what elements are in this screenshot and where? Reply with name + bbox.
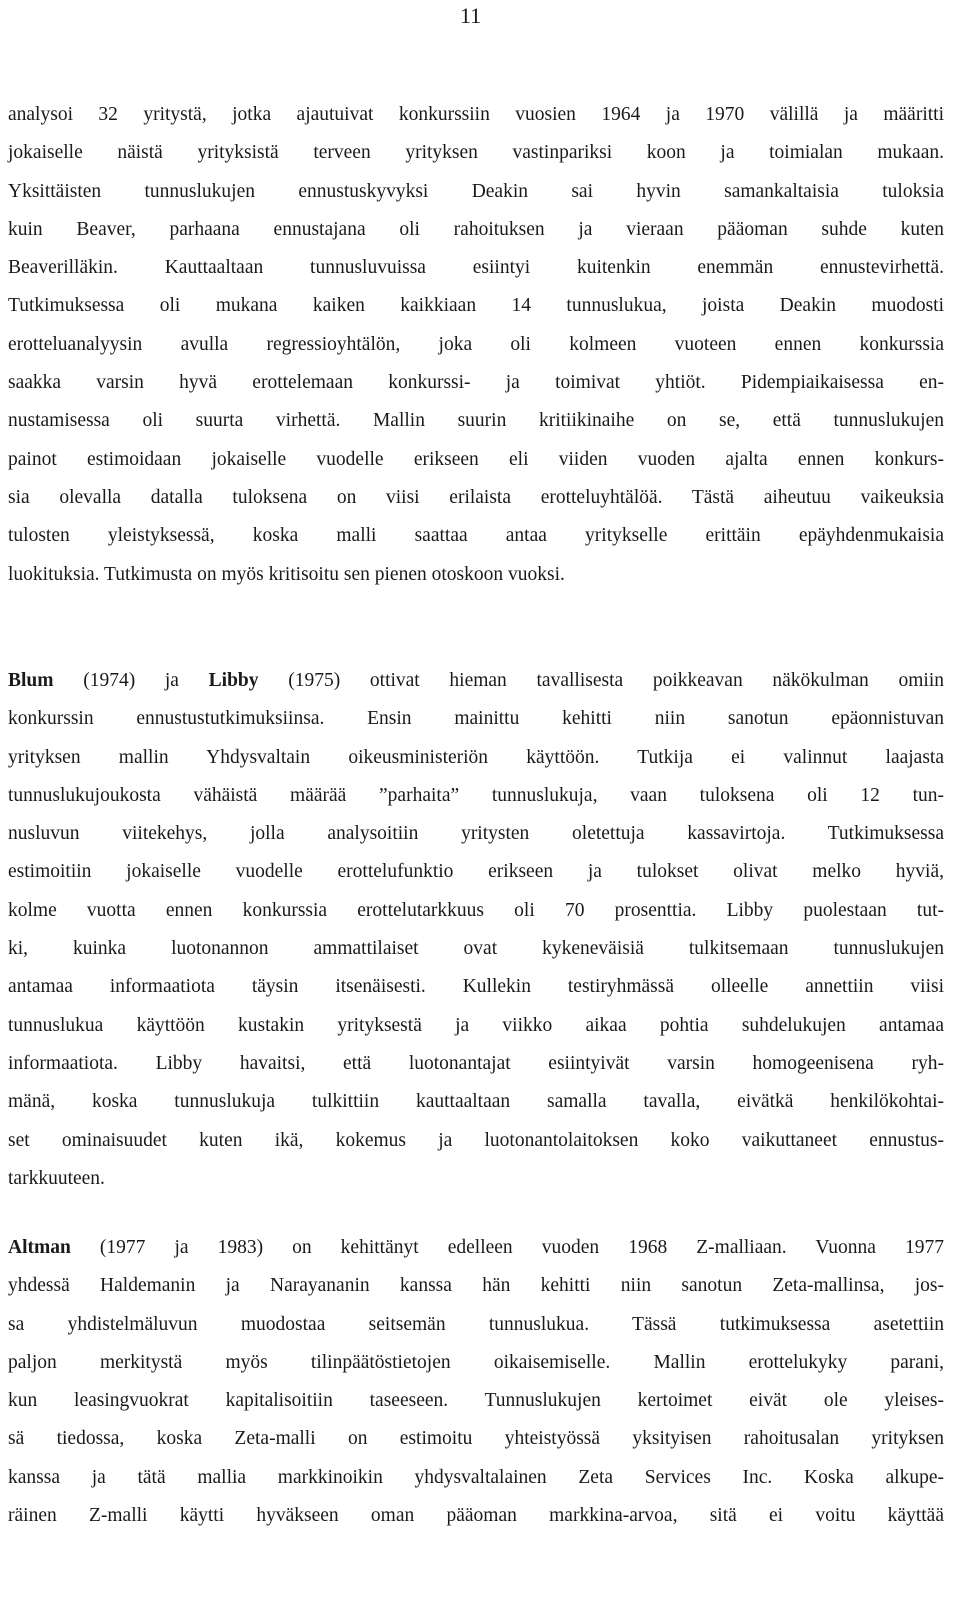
text-line	[8, 517, 944, 555]
text-line	[8, 173, 944, 211]
text-line	[8, 211, 944, 249]
author-name: Altman	[8, 1237, 71, 1258]
text-line	[8, 1045, 944, 1083]
text-run: nusluvun viitekehys, jolla analysoitiin yritysten oletettuja kassavirtoja. Tutkimuksessa	[8, 823, 944, 845]
text-line	[8, 1007, 944, 1045]
text-run: (1977 ja 1983) on kehittänyt edelleen vuoden 1968 Z-malliaan. Vuonna 1977	[70, 1237, 944, 1258]
text-run: antamaa informaatiota täysin itsenäisesti. Kullekin testiryhmässä olleelle annettiin viisi	[8, 976, 944, 998]
text-line	[8, 930, 944, 968]
text-line	[8, 1497, 944, 1535]
text-run: kun leasingvuokrat kapitalisoitiin taseeseen. Tunnuslukujen kertoimet eivät ole yleises-	[8, 1390, 944, 1412]
text-run: set ominaisuudet kuten ikä, kokemus ja luotonantolaitoksen koko vaikuttaneet ennustus-	[8, 1129, 944, 1151]
text-line	[8, 815, 944, 853]
text-line	[8, 968, 944, 1006]
text-run: sia olevalla datalla tuloksena on viisi erilaista erotteluyhtälöä. Tästä aiheutuu vaikeuksia	[8, 486, 944, 508]
text-run: sä tiedossa, koska Zeta-malli on estimoitu yhteistyössä yksityisen rahoitusalan yrityksen	[8, 1428, 944, 1450]
text-run: sa yhdistelmäluvun muodostaa seitsemän tunnuslukua. Tässä tutkimuksessa asetettiin	[8, 1313, 944, 1335]
text-run: kolme vuotta ennen konkurssia erottelutarkkuus oli 70 prosenttia. Libby puolestaan tut-	[8, 899, 944, 921]
text-line	[8, 364, 944, 402]
text-run: räinen Z-malli käytti hyväkseen oman pääoman markkina-arvoa, sitä ei voitu käyttää	[8, 1505, 944, 1527]
text-run: nustamisessa oli suurta virhettä. Mallin suurin kritiikinaihe on se, että tunnuslukujen	[8, 410, 944, 432]
text-line	[8, 287, 944, 325]
text-run: yrityksen mallin Yhdysvaltain oikeusministeriön käyttöön. Tutkija ei valinnut laajasta	[8, 746, 944, 768]
text-run: Tutkimuksessa oli mukana kaiken kaikkiaan 14 tunnuslukua, joista Deakin muodosti	[8, 295, 944, 317]
paragraph-blum-libby	[8, 662, 944, 1198]
text-run: (1975) ottivat hieman tavallisesta poikkeavan näkökulman omiin	[258, 670, 944, 691]
text-line	[8, 1267, 944, 1305]
text-run: analysoi 32 yritystä, jotka ajautuivat konkurssiin vuosien 1964 ja 1970 välillä ja määritti	[8, 104, 944, 125]
text-line	[8, 1229, 944, 1267]
text-line	[8, 556, 944, 594]
text-line	[8, 1382, 944, 1420]
text-run: erotteluanalyysin avulla regressioyhtälön, joka oli kolmeen vuoteen ennen konkurssia	[8, 333, 944, 355]
text-run: kuin Beaver, parhaana ennustajana oli rahoituksen ja vieraan pääoman suhde kuten	[8, 218, 944, 240]
text-run: paljon merkitystä myös tilinpäätöstietojen oikaisemiselle. Mallin erottelukyky parani,	[8, 1351, 944, 1373]
text-line	[8, 1122, 944, 1160]
text-run: (1974) ja	[53, 670, 209, 691]
text-line	[8, 402, 944, 440]
author-name: Blum	[8, 670, 54, 691]
text-run: jokaiselle näistä yrityksistä terveen yrityksen vastinpariksi koon ja toimialan mukaan.	[8, 142, 944, 164]
text-line	[8, 479, 944, 517]
text-line	[8, 441, 944, 479]
text-run: Yksittäisten tunnuslukujen ennustuskyvyksi Deakin sai hyvin samankaltaisia tuloksia	[8, 180, 944, 202]
text-line	[8, 700, 944, 738]
text-run: yhdessä Haldemanin ja Narayananin kanssa hän kehitti niin sanotun Zeta-mallinsa, jos-	[8, 1275, 944, 1297]
text-line	[8, 1160, 944, 1198]
text-line	[8, 326, 944, 364]
text-line	[8, 1306, 944, 1344]
text-run: informaatiota. Libby havaitsi, että luotonantajat esiintyivät varsin homogeenisena ryh-	[8, 1052, 944, 1074]
text-line	[8, 249, 944, 287]
author-name: Libby	[208, 670, 259, 691]
text-run: luokituksia. Tutkimusta on myös kritisoitu sen pienen otoskoon vuoksi.	[8, 563, 565, 585]
paragraph-deakin	[8, 96, 944, 594]
page-number: 11	[460, 3, 482, 28]
text-run: mänä, koska tunnuslukuja tulkittiin kauttaaltaan samalla tavalla, eivätkä henkilökohtai-	[8, 1091, 944, 1113]
paragraph-altman	[8, 1229, 944, 1535]
text-run: estimoitiin jokaiselle vuodelle erottelufunktio erikseen ja tulokset olivat melko hyviä,	[8, 861, 944, 883]
text-line	[8, 1459, 944, 1497]
text-run: tunnuslukujoukosta vähäistä määrää ”parhaita” tunnuslukuja, vaan tuloksena oli 12 tun-	[8, 784, 944, 806]
text-run: tunnuslukua käyttöön kustakin yrityksestä ja viikko aikaa pohtia suhdelukujen antamaa	[8, 1014, 944, 1036]
text-line	[8, 96, 944, 134]
text-run: kanssa ja tätä mallia markkinoikin yhdysvaltalainen Zeta Services Inc. Koska alkupe-	[8, 1466, 944, 1488]
text-run: tulosten yleistyksessä, koska malli saattaa antaa yritykselle erittäin epäyhdenmukaisia	[8, 525, 944, 547]
text-line	[8, 739, 944, 777]
text-run: konkurssin ennustustutkimuksiinsa. Ensin mainittu kehitti niin sanotun epäonnistuvan	[8, 708, 944, 730]
text-run: ki, kuinka luotonannon ammattilaiset ovat kykeneväisiä tulkitsemaan tunnuslukujen	[8, 938, 944, 960]
text-line	[8, 1420, 944, 1458]
text-line	[8, 892, 944, 930]
text-line	[8, 1083, 944, 1121]
text-line	[8, 662, 944, 700]
text-run: Beaverilläkin. Kauttaaltaan tunnusluvuissa esiintyi kuitenkin enemmän ennustevirhettä.	[8, 257, 944, 279]
text-run: tarkkuuteen.	[8, 1167, 105, 1189]
text-run: saakka varsin hyvä erottelemaan konkurssi- ja toimivat yhtiöt. Pidempiaikaisessa en-	[8, 372, 944, 394]
text-run: painot estimoidaan jokaiselle vuodelle erikseen eli viiden vuoden ajalta ennen konkurs-	[8, 448, 944, 470]
text-line	[8, 853, 944, 891]
text-line	[8, 134, 944, 172]
text-line	[8, 1344, 944, 1382]
text-line	[8, 777, 944, 815]
